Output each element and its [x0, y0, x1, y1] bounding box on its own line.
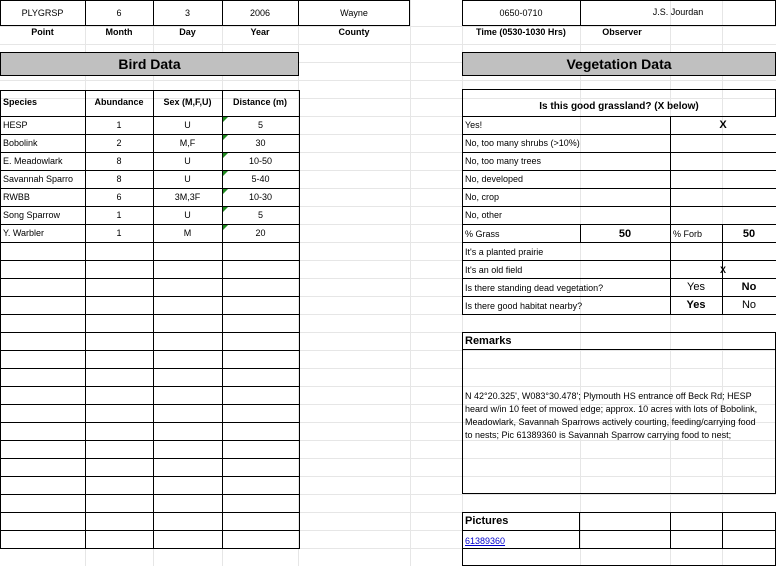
column-header-cell	[85, 90, 154, 117]
table-cell[interactable]	[85, 314, 154, 333]
table-cell[interactable]	[0, 440, 86, 459]
table-cell[interactable]	[0, 458, 86, 477]
bird-sex[interactable]: U	[184, 210, 191, 220]
point-label: Point	[31, 27, 54, 37]
bird-distance[interactable]: 5	[257, 120, 263, 130]
bird-abundance[interactable]: 1	[116, 120, 122, 130]
table-cell[interactable]	[153, 260, 223, 279]
table-cell[interactable]	[222, 404, 300, 423]
table-cell[interactable]	[153, 476, 223, 495]
remarks-text[interactable]: N 42°20.325', W083°30.478'; Plymouth HS entrance off Beck Rd; HESP heard w/in 10 feet of mowed edge; approx. 10 acres with lots of Bobolink, Meadowlark, Savannah Sparrows actively courting, feeding/carrying food to nests; Pic 61389360 is Savannah Sparrow carrying food to nest;	[465, 391, 758, 440]
table-cell[interactable]	[0, 242, 86, 261]
table-cell[interactable]	[85, 404, 154, 423]
col-abundance: Abundance	[94, 97, 144, 107]
pictures-row-2-c	[722, 530, 776, 549]
oldfield-mark[interactable]: X	[719, 265, 726, 275]
table-cell[interactable]	[0, 476, 86, 495]
bird-sex[interactable]: M	[183, 228, 192, 238]
pictures-cell-c	[722, 512, 776, 531]
table-cell[interactable]	[0, 530, 86, 549]
table-cell[interactable]	[222, 494, 300, 513]
bird-distance[interactable]: 10-50	[248, 156, 273, 166]
bird-species[interactable]: Song Sparrow	[3, 211, 61, 220]
table-cell[interactable]	[222, 332, 300, 351]
table-cell[interactable]	[0, 278, 86, 297]
dead-veg-label: Is there standing dead vegetation?	[465, 283, 604, 293]
col-species: Species	[3, 97, 38, 107]
table-cell[interactable]	[153, 368, 223, 387]
table-cell[interactable]	[222, 242, 300, 261]
table-cell[interactable]	[0, 260, 86, 279]
col-distance: Distance (m)	[232, 97, 287, 107]
grassland-option-label: No, developed	[465, 174, 524, 184]
comment-indicator-icon	[223, 153, 228, 158]
table-cell[interactable]	[153, 296, 223, 315]
bird-sex[interactable]: U	[184, 174, 191, 184]
picture-link[interactable]: 61389360	[465, 536, 506, 546]
table-cell[interactable]	[153, 386, 223, 405]
grassland-option-label: No, other	[465, 210, 503, 220]
comment-indicator-icon	[223, 135, 228, 140]
grass-label: % Grass	[465, 229, 500, 239]
table-cell[interactable]	[0, 386, 86, 405]
bird-distance[interactable]: 10-30	[248, 192, 273, 202]
table-cell[interactable]	[153, 440, 223, 459]
pictures-cell-a	[579, 512, 671, 531]
table-cell[interactable]	[222, 278, 300, 297]
pictures-title: Pictures	[465, 515, 509, 527]
grassland-option-label: Yes!	[465, 120, 483, 130]
county-value[interactable]: Wayne	[340, 8, 368, 18]
table-cell[interactable]	[0, 368, 86, 387]
month-label: Month	[105, 27, 133, 37]
comment-indicator-icon	[223, 171, 228, 176]
day-value[interactable]: 3	[184, 8, 190, 18]
vegetation-data-title: Vegetation Data	[462, 52, 776, 76]
table-cell[interactable]	[85, 350, 154, 369]
table-cell[interactable]	[222, 530, 300, 549]
column-header-cell	[222, 90, 300, 117]
veg-cell[interactable]	[670, 206, 776, 225]
bird-species[interactable]: E. Meadowlark	[3, 157, 63, 166]
year-value[interactable]: 2006	[249, 8, 271, 18]
table-cell[interactable]	[0, 350, 86, 369]
column-header-cell	[153, 90, 223, 117]
table-cell[interactable]	[222, 440, 300, 459]
table-cell[interactable]	[222, 422, 300, 441]
grassland-option-mark[interactable]: X	[719, 119, 727, 131]
comment-indicator-icon	[223, 189, 228, 194]
veg-cell[interactable]	[670, 134, 776, 153]
table-cell[interactable]	[222, 476, 300, 495]
veg-cell[interactable]	[670, 170, 776, 189]
forb-value[interactable]: 50	[742, 228, 756, 240]
table-cell[interactable]	[222, 350, 300, 369]
pictures-cell-b	[670, 512, 723, 531]
year-label: Year	[250, 27, 270, 37]
bird-distance[interactable]: 30	[255, 138, 266, 148]
time-label: Time (0530-1030 Hrs)	[476, 27, 566, 37]
day-label: Day	[179, 27, 196, 37]
pictures-row-3	[462, 548, 776, 566]
dead-veg-no[interactable]: No	[741, 281, 757, 293]
veg-cell[interactable]	[670, 188, 776, 207]
grassland-question: Is this good grassland? (X below)	[539, 101, 699, 112]
column-header-cell	[0, 90, 86, 117]
bird-distance[interactable]: 5	[257, 210, 263, 220]
forb-label: % Forb	[673, 229, 703, 239]
pictures-row-2-b	[670, 530, 723, 549]
table-cell[interactable]	[222, 368, 300, 387]
grass-value[interactable]: 50	[618, 228, 632, 240]
month-value[interactable]: 6	[116, 8, 122, 18]
point-value[interactable]: PLYGRSP	[21, 8, 64, 18]
comment-indicator-icon	[223, 225, 228, 230]
table-cell[interactable]	[85, 296, 154, 315]
dead-veg-yes[interactable]: Yes	[687, 281, 705, 293]
table-cell[interactable]	[85, 512, 154, 531]
grassland-option-label: No, too many shrubs (>10%)	[465, 138, 580, 148]
table-cell[interactable]	[0, 512, 86, 531]
table-cell[interactable]	[153, 422, 223, 441]
bird-sex[interactable]: M,F	[179, 138, 196, 148]
veg-cell[interactable]	[722, 242, 776, 261]
table-cell[interactable]	[153, 332, 223, 351]
bird-sex[interactable]: U	[184, 156, 191, 166]
planted-label: It's a planted prairie	[465, 247, 544, 257]
bird-species[interactable]: Savannah Sparro	[3, 175, 74, 184]
table-cell[interactable]	[153, 458, 223, 477]
oldfield-label: It's an old field	[465, 265, 523, 275]
table-cell[interactable]	[85, 458, 154, 477]
table-cell[interactable]	[85, 476, 154, 495]
gridline-v	[410, 0, 411, 566]
table-cell[interactable]	[153, 512, 223, 531]
table-cell[interactable]	[153, 350, 223, 369]
table-cell[interactable]	[85, 278, 154, 297]
table-cell[interactable]	[222, 512, 300, 531]
table-cell[interactable]	[0, 296, 86, 315]
table-cell[interactable]	[222, 386, 300, 405]
bird-abundance[interactable]: 8	[116, 174, 122, 184]
table-cell[interactable]	[0, 422, 86, 441]
table-cell[interactable]	[85, 440, 154, 459]
table-cell[interactable]	[222, 296, 300, 315]
habitat-label: Is there good habitat nearby?	[465, 301, 583, 311]
table-cell[interactable]	[153, 494, 223, 513]
grassland-option-label: No, too many trees	[465, 156, 542, 166]
bird-distance[interactable]: 20	[255, 228, 266, 238]
bird-sex[interactable]: U	[184, 120, 191, 130]
bird-species[interactable]: Y. Warbler	[3, 229, 45, 238]
veg-cell[interactable]	[670, 152, 776, 171]
table-cell[interactable]	[153, 278, 223, 297]
table-cell[interactable]	[222, 314, 300, 333]
table-cell[interactable]	[153, 404, 223, 423]
veg-cell[interactable]	[670, 242, 723, 261]
time-value[interactable]: 0650-0710	[499, 8, 543, 18]
table-cell[interactable]	[85, 332, 154, 351]
table-cell[interactable]	[153, 242, 223, 261]
grassland-option-label: No, crop	[465, 192, 500, 202]
table-cell[interactable]	[85, 386, 154, 405]
bird-distance[interactable]: 5-40	[251, 174, 270, 184]
table-cell[interactable]	[85, 530, 154, 549]
table-cell[interactable]	[0, 332, 86, 351]
gridline-h	[0, 80, 776, 81]
table-cell[interactable]	[0, 494, 86, 513]
bird-abundance[interactable]: 8	[116, 156, 122, 166]
habitat-no[interactable]: No	[741, 299, 757, 311]
col-sex: Sex (M,F,U)	[163, 97, 212, 107]
observer-label: Observer	[602, 27, 642, 37]
remarks-title: Remarks	[465, 335, 512, 347]
bird-abundance[interactable]: 2	[116, 138, 122, 148]
table-cell[interactable]	[153, 530, 223, 549]
table-cell[interactable]	[222, 260, 300, 279]
table-cell[interactable]	[85, 260, 154, 279]
bird-species[interactable]: Bobolink	[3, 139, 38, 148]
bird-species[interactable]: RWBB	[3, 193, 30, 202]
bird-data-title: Bird Data	[0, 52, 299, 76]
table-cell[interactable]	[153, 314, 223, 333]
bird-abundance[interactable]: 1	[116, 228, 122, 238]
table-cell[interactable]	[0, 314, 86, 333]
table-cell[interactable]	[85, 422, 154, 441]
bird-sex[interactable]: 3M,3F	[174, 192, 201, 202]
table-cell[interactable]	[85, 242, 154, 261]
habitat-yes[interactable]: Yes	[686, 299, 706, 311]
county-label: County	[338, 27, 370, 37]
comment-indicator-icon	[223, 117, 228, 122]
table-cell[interactable]	[0, 404, 86, 423]
table-cell[interactable]	[222, 458, 300, 477]
veg-cell[interactable]	[462, 116, 671, 135]
bird-abundance[interactable]: 1	[116, 210, 122, 220]
table-cell[interactable]	[85, 368, 154, 387]
observer-value[interactable]: J.S. Jourdan	[652, 7, 704, 17]
bird-species[interactable]: HESP	[3, 121, 28, 130]
table-cell[interactable]	[85, 494, 154, 513]
comment-indicator-icon	[223, 207, 228, 212]
bird-abundance[interactable]: 6	[116, 192, 122, 202]
pictures-row-2-a	[579, 530, 671, 549]
gridline-h	[0, 44, 776, 45]
